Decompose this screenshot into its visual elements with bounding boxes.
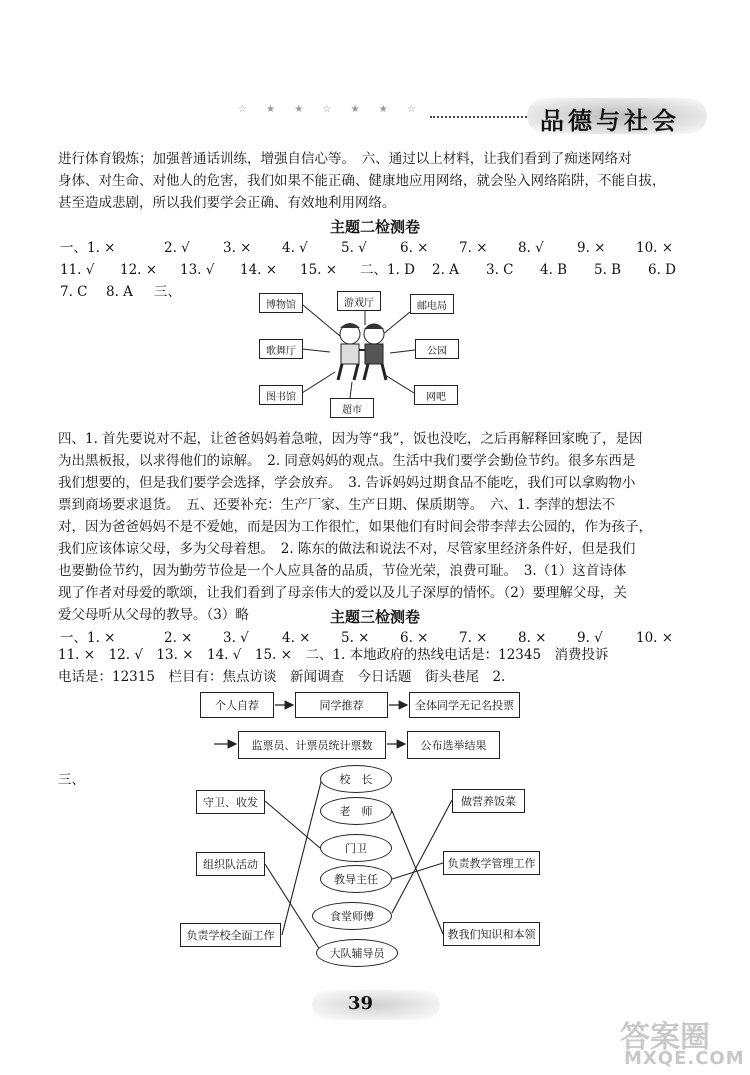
answer-item: 8. A [106, 284, 133, 300]
role-oval-gatekeeper: 门卫 [320, 834, 392, 862]
place-box-supermarket: 超市 [330, 398, 374, 418]
role-oval-teacher: 老 师 [320, 797, 392, 825]
answer-item: 3. × [223, 240, 252, 256]
answer-item: 12. × [120, 262, 158, 278]
intro-line-1: 进行体育锻炼；加强普通话训练，增强自信心等。 六、通过以上材料，让我们看到了痴迷网络对 [58, 151, 632, 167]
answer-item: 8. √ [518, 240, 544, 256]
intro-line-2: 身体、对生命、对他人的危害，我们如果不能正确、健康地应用网络，就会坠入网络陷阱，不能自拔， [58, 173, 666, 189]
answer-item: 4. B [540, 262, 568, 278]
flow-step-announce-result: 公布选举结果 [407, 731, 500, 759]
answer-item: 13. √ [180, 262, 215, 278]
place-box-library: 图书馆 [259, 385, 303, 405]
flow-step-count-votes: 监票员、计票员统计票数 [238, 731, 386, 759]
answer-item: 9. × [577, 240, 606, 256]
answer-item: 10. × [636, 630, 674, 646]
section-title-test2: 主题二检测卷 [329, 218, 420, 236]
answer-item: 3. C [486, 262, 514, 278]
duty-box-teach-knowledge: 教我们知识和本领 [443, 922, 540, 946]
duty-box-cook-meals: 做营养饭菜 [452, 789, 525, 813]
answer-item: 14. × [240, 262, 278, 278]
place-box-post-office: 邮电局 [410, 294, 454, 314]
answer-item: 11. √ [60, 262, 95, 278]
section-title-test3: 主题三检测卷 [329, 608, 420, 626]
answer-item: 9. √ [577, 630, 603, 646]
answer-item: 三、 [154, 284, 181, 300]
place-box-park: 公园 [415, 339, 459, 359]
role-oval-principal: 校 长 [320, 765, 392, 793]
page-number: 39 [348, 993, 374, 1014]
test2-answer-line-9: 爱父母听从父母的教导。（3）略 [58, 607, 249, 623]
duty-box-teaching-management: 负责教学管理工作 [443, 851, 540, 875]
section-san-label: 三、 [58, 772, 85, 788]
answer-item: 一、1. × [60, 240, 116, 256]
flow-step-secret-ballot: 全体同学无记名投票 [409, 692, 520, 718]
answer-item: 5. B [594, 262, 622, 278]
test3-row3: 电话是：12315 栏目有：焦点访谈 新闻调查 今日话题 街头巷尾 2. [58, 669, 506, 685]
answer-item: 6. × [400, 630, 429, 646]
test2-answer-line-2: 为出黑板报，以求得他们的谅解。 2. 同意妈妈的观点。生活中我们要学会勤俭节约。很多东西是 [58, 453, 636, 469]
test3-row2: 11. × 12. √ 13. × 14. √ 15. × 二、1. 本地政府的热线电话是：12345 消费投诉 [58, 647, 609, 663]
answer-item: 6. × [400, 240, 429, 256]
duty-box-organize: 组织队活动 [196, 852, 265, 876]
answer-item: 2. √ [164, 240, 190, 256]
test2-answer-line-6: 我们应该体谅父母，多为父母着想。 2. 陈东的做法和说法不对，尽管家里经济条件好，但是我们 [58, 541, 636, 557]
flow-step-classmate-recommend: 同学推荐 [295, 692, 388, 718]
test2-answer-line-5: 对，因为爸爸妈妈不是不爱她，而是因为工作很忙，如果他们有时间会带李萍去公园的，作为孩子， [58, 519, 652, 535]
role-oval-dean: 教导主任 [320, 865, 392, 893]
answer-item: 6. D [648, 262, 676, 278]
watermark-logo: 答案圈 [620, 1020, 710, 1055]
answer-item: 7. × [459, 240, 488, 256]
answer-item: 5. √ [341, 240, 367, 256]
header-star-row: ☆ ★ ★ ☆ ★ ★ ☆ [238, 104, 424, 115]
test2-answer-line-1: 四、1. 首先要说对不起，让爸爸妈妈着急啦，因为等“我”，饭也没吃，之后再解释回家晚了，是因 [58, 431, 643, 447]
test2-answer-line-7: 也要勤俭节约，因为勤劳节俭是一个人应具备的品质，节俭光荣，浪费可耻。 3.（1）这首诗体 [58, 563, 627, 579]
place-box-dance-hall: 歌舞厅 [259, 339, 303, 359]
watermark-url: MXQE.COM [624, 1048, 745, 1069]
answer-item: 一、1. × [60, 630, 116, 646]
answer-item: 2. × [164, 630, 193, 646]
page-number-decoration [312, 990, 440, 1020]
duty-box-whole-school: 负责学校全面工作 [180, 923, 281, 947]
answer-item: 10. × [636, 240, 674, 256]
role-oval-brigade-counselor: 大队辅导员 [316, 939, 398, 967]
answer-item: 3. √ [223, 630, 249, 646]
answer-item: 2. A [432, 262, 459, 278]
role-oval-canteen-cook: 食堂师傅 [312, 902, 392, 930]
place-box-arcade: 游戏厅 [337, 291, 381, 311]
answer-item: 8. × [518, 630, 547, 646]
test2-answer-line-3: 我们想要的，但是我们要学会选择，学会放弃。 3. 告诉妈妈过期食品不能吃，我们可以拿购物小 [58, 475, 636, 491]
place-box-internet-cafe: 网吧 [414, 385, 458, 405]
answer-item: 5. × [341, 630, 370, 646]
duty-box-guard: 守卫、收发 [196, 790, 265, 814]
answer-item: 二、1. D [360, 262, 415, 278]
answer-item: 7. × [459, 630, 488, 646]
intro-line-3: 甚至造成悲剧，所以我们要学会正确、有效地利用网络。 [58, 195, 396, 211]
answer-item: 7. C [60, 284, 88, 300]
flow-step-self-nomination: 个人自荐 [200, 692, 274, 718]
answer-item: 4. √ [282, 240, 308, 256]
header-title: 品德与社会 [540, 107, 680, 135]
test2-answer-line-4: 票到商场要求退货。 五、还要补充：生产厂家、生产日期、保质期等。 六、1. 李萍的想法不 [58, 497, 616, 513]
answer-item: 15. × [300, 262, 338, 278]
place-box-museum: 博物馆 [259, 293, 303, 313]
answer-item: 4. × [282, 630, 311, 646]
test2-answer-line-8: 现了作者对母爱的歌颂，让我们看到了母亲伟大的爱以及儿子深厚的情怀。（2）要理解父母，关 [58, 585, 627, 601]
